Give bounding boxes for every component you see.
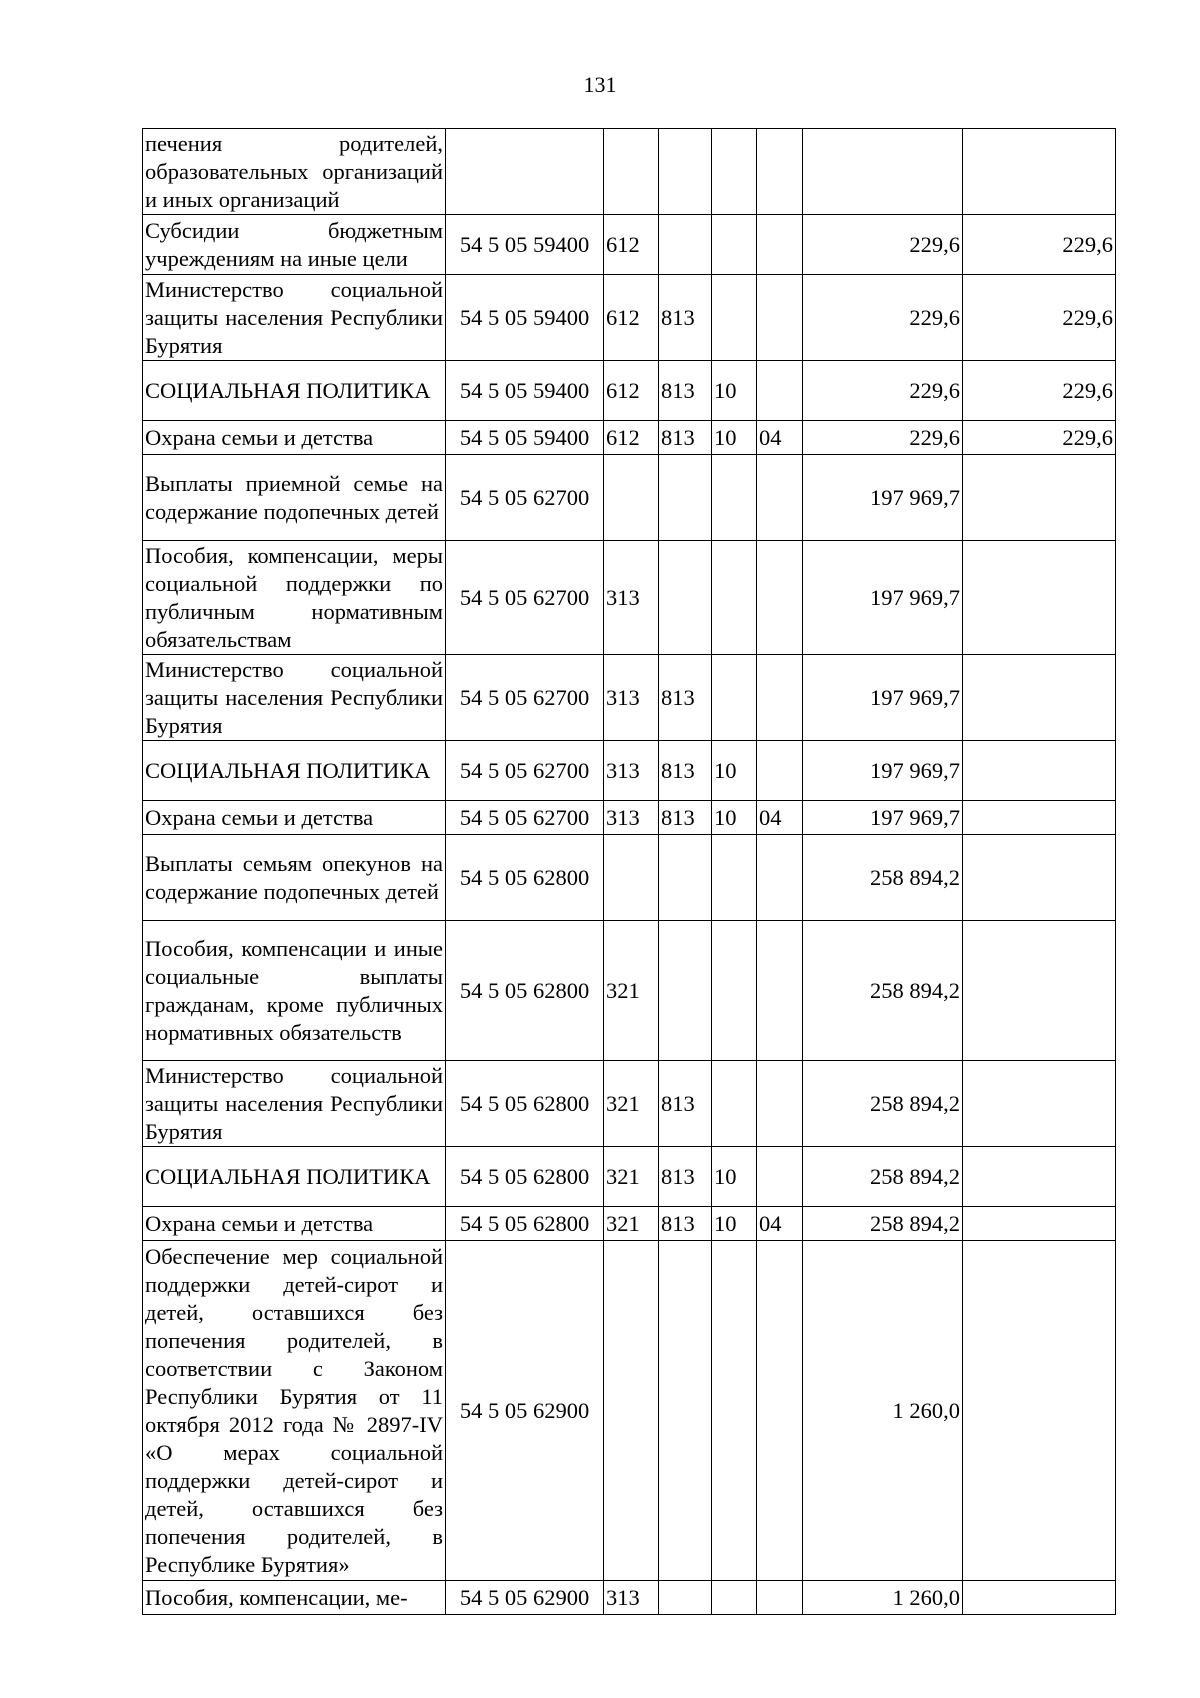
ministry-code <box>659 541 712 655</box>
subsection-code <box>757 655 803 741</box>
target-article-code: 54 5 05 62800 <box>446 1207 604 1241</box>
target-article-code: 54 5 05 62800 <box>446 1061 604 1147</box>
expense-type-code <box>604 129 659 215</box>
table-row <box>143 1061 1116 1147</box>
amount-first: 229,6 <box>803 421 963 455</box>
expense-type-code <box>604 835 659 921</box>
table-row <box>143 655 1116 741</box>
ministry-code <box>659 921 712 1061</box>
section-code: 10 <box>712 741 757 801</box>
ministry-code <box>659 835 712 921</box>
section-code <box>712 921 757 1061</box>
table-row <box>143 1241 1116 1581</box>
subsection-code <box>757 835 803 921</box>
expense-type-code: 313 <box>604 741 659 801</box>
row-name: СОЦИАЛЬНАЯ ПОЛИТИКА <box>143 741 446 801</box>
table-row <box>143 921 1116 1061</box>
table-row <box>143 801 1116 835</box>
section-code <box>712 835 757 921</box>
target-article-code: 54 5 05 62700 <box>446 655 604 741</box>
row-name: печения родителей, образовательных организаций и иных организаций <box>143 129 446 215</box>
target-article-code: 54 5 05 62800 <box>446 1147 604 1207</box>
target-article-code: 54 5 05 59400 <box>446 421 604 455</box>
section-code <box>712 1241 757 1581</box>
table-row <box>143 1207 1116 1241</box>
expense-type-code: 313 <box>604 541 659 655</box>
target-article-code: 54 5 05 59400 <box>446 275 604 361</box>
row-name: Обеспечение мер социальной поддержки детей-сирот и детей, оставшихся без попечения родителей, в соответствии с Законом Республики Бурятия от 11 октября 2012 года № 2897-IV «О мерах социальной поддержки детей-сирот и детей, оставшихся без попечения родителей, в Республике Бурятия» <box>143 1241 446 1581</box>
row-name: Министерство социальной защиты населения Республики Бурятия <box>143 1061 446 1147</box>
ministry-code <box>659 215 712 275</box>
amount-first: 229,6 <box>803 361 963 421</box>
amount-second <box>963 1061 1116 1147</box>
target-article-code: 54 5 05 62700 <box>446 801 604 835</box>
target-article-code: 54 5 05 59400 <box>446 361 604 421</box>
amount-second <box>963 129 1116 215</box>
row-name: Субсидии бюджетным учреждениям на иные цели <box>143 215 446 275</box>
table-row <box>143 215 1116 275</box>
amount-first: 197 969,7 <box>803 455 963 541</box>
ministry-code: 813 <box>659 741 712 801</box>
section-code <box>712 541 757 655</box>
ministry-code: 813 <box>659 801 712 835</box>
table-row <box>143 741 1116 801</box>
table-row <box>143 1147 1116 1207</box>
row-name: Выплаты семьям опекунов на содержание подопечных детей <box>143 835 446 921</box>
amount-first: 197 969,7 <box>803 801 963 835</box>
subsection-code <box>757 361 803 421</box>
amount-first: 1 260,0 <box>803 1581 963 1615</box>
amount-second <box>963 1207 1116 1241</box>
section-code <box>712 129 757 215</box>
section-code <box>712 215 757 275</box>
amount-first <box>803 129 963 215</box>
target-article-code: 54 5 05 62900 <box>446 1241 604 1581</box>
target-article-code: 54 5 05 62800 <box>446 835 604 921</box>
amount-second: 229,6 <box>963 421 1116 455</box>
target-article-code: 54 5 05 62900 <box>446 1581 604 1615</box>
section-code: 10 <box>712 421 757 455</box>
section-code: 10 <box>712 801 757 835</box>
ministry-code: 813 <box>659 655 712 741</box>
section-code <box>712 275 757 361</box>
amount-first: 258 894,2 <box>803 1147 963 1207</box>
subsection-code: 04 <box>757 421 803 455</box>
budget-table <box>142 128 1116 1615</box>
subsection-code <box>757 455 803 541</box>
table-row <box>143 455 1116 541</box>
amount-second: 229,6 <box>963 215 1116 275</box>
expense-type-code: 321 <box>604 1207 659 1241</box>
section-code: 10 <box>712 361 757 421</box>
row-name: Министерство социальной защиты населения Республики Бурятия <box>143 655 446 741</box>
section-code: 10 <box>712 1207 757 1241</box>
ministry-code <box>659 1581 712 1615</box>
expense-type-code <box>604 455 659 541</box>
amount-first: 229,6 <box>803 215 963 275</box>
ministry-code: 813 <box>659 1061 712 1147</box>
ministry-code: 813 <box>659 421 712 455</box>
row-name: Пособия, компенсации, меры социальной поддержки по публичным нормативным обязательствам <box>143 541 446 655</box>
amount-first: 1 260,0 <box>803 1241 963 1581</box>
ministry-code <box>659 129 712 215</box>
table-row <box>143 1581 1116 1615</box>
amount-second <box>963 835 1116 921</box>
target-article-code: 54 5 05 62700 <box>446 741 604 801</box>
amount-first: 229,6 <box>803 275 963 361</box>
subsection-code: 04 <box>757 801 803 835</box>
expense-type-code: 321 <box>604 921 659 1061</box>
target-article-code: 54 5 05 62700 <box>446 455 604 541</box>
amount-second <box>963 1241 1116 1581</box>
amount-second <box>963 541 1116 655</box>
expense-type-code: 313 <box>604 1581 659 1615</box>
table-row <box>143 275 1116 361</box>
subsection-code <box>757 741 803 801</box>
amount-second <box>963 655 1116 741</box>
expense-type-code: 321 <box>604 1061 659 1147</box>
row-name: Пособия, компенсации и иные социальные выплаты гражданам, кроме публичных нормативных обязательств <box>143 921 446 1061</box>
table-row <box>143 835 1116 921</box>
row-name: СОЦИАЛЬНАЯ ПОЛИТИКА <box>143 1147 446 1207</box>
amount-second <box>963 1147 1116 1207</box>
row-name: Выплаты приемной семье на содержание подопечных детей <box>143 455 446 541</box>
subsection-code <box>757 541 803 655</box>
amount-second <box>963 921 1116 1061</box>
ministry-code <box>659 455 712 541</box>
table-body <box>143 129 1116 1615</box>
amount-first: 258 894,2 <box>803 1061 963 1147</box>
subsection-code <box>757 921 803 1061</box>
section-code: 10 <box>712 1147 757 1207</box>
target-article-code: 54 5 05 62700 <box>446 541 604 655</box>
subsection-code <box>757 1241 803 1581</box>
target-article-code: 54 5 05 62800 <box>446 921 604 1061</box>
table-row <box>143 361 1116 421</box>
expense-type-code: 313 <box>604 655 659 741</box>
table-row <box>143 129 1116 215</box>
ministry-code: 813 <box>659 1147 712 1207</box>
amount-second <box>963 741 1116 801</box>
target-article-code <box>446 129 604 215</box>
ministry-code: 813 <box>659 1207 712 1241</box>
amount-second <box>963 1581 1116 1615</box>
ministry-code: 813 <box>659 361 712 421</box>
subsection-code <box>757 129 803 215</box>
table-row <box>143 541 1116 655</box>
subsection-code <box>757 1147 803 1207</box>
subsection-code <box>757 1061 803 1147</box>
amount-first: 258 894,2 <box>803 1207 963 1241</box>
subsection-code: 04 <box>757 1207 803 1241</box>
row-name: Пособия, компенсации, ме- <box>143 1581 446 1615</box>
subsection-code <box>757 275 803 361</box>
table-row <box>143 421 1116 455</box>
subsection-code <box>757 215 803 275</box>
row-name: СОЦИАЛЬНАЯ ПОЛИТИКА <box>143 361 446 421</box>
expense-type-code <box>604 1241 659 1581</box>
ministry-code: 813 <box>659 275 712 361</box>
target-article-code: 54 5 05 59400 <box>446 215 604 275</box>
amount-second <box>963 455 1116 541</box>
page-number: 131 <box>583 72 617 97</box>
amount-second: 229,6 <box>963 275 1116 361</box>
row-name: Охрана семьи и детства <box>143 801 446 835</box>
amount-first: 197 969,7 <box>803 541 963 655</box>
expense-type-code: 612 <box>604 421 659 455</box>
expense-type-code: 313 <box>604 801 659 835</box>
section-code <box>712 455 757 541</box>
row-name: Охрана семьи и детства <box>143 1207 446 1241</box>
amount-first: 258 894,2 <box>803 835 963 921</box>
row-name: Охрана семьи и детства <box>143 421 446 455</box>
subsection-code <box>757 1581 803 1615</box>
section-code <box>712 1581 757 1615</box>
expense-type-code: 321 <box>604 1147 659 1207</box>
amount-second: 229,6 <box>963 361 1116 421</box>
amount-first: 197 969,7 <box>803 655 963 741</box>
section-code <box>712 655 757 741</box>
section-code <box>712 1061 757 1147</box>
row-name: Министерство социальной защиты населения Республики Бурятия <box>143 275 446 361</box>
expense-type-code: 612 <box>604 361 659 421</box>
amount-first: 258 894,2 <box>803 921 963 1061</box>
expense-type-code: 612 <box>604 275 659 361</box>
expense-type-code: 612 <box>604 215 659 275</box>
amount-second <box>963 801 1116 835</box>
ministry-code <box>659 1241 712 1581</box>
amount-first: 197 969,7 <box>803 741 963 801</box>
